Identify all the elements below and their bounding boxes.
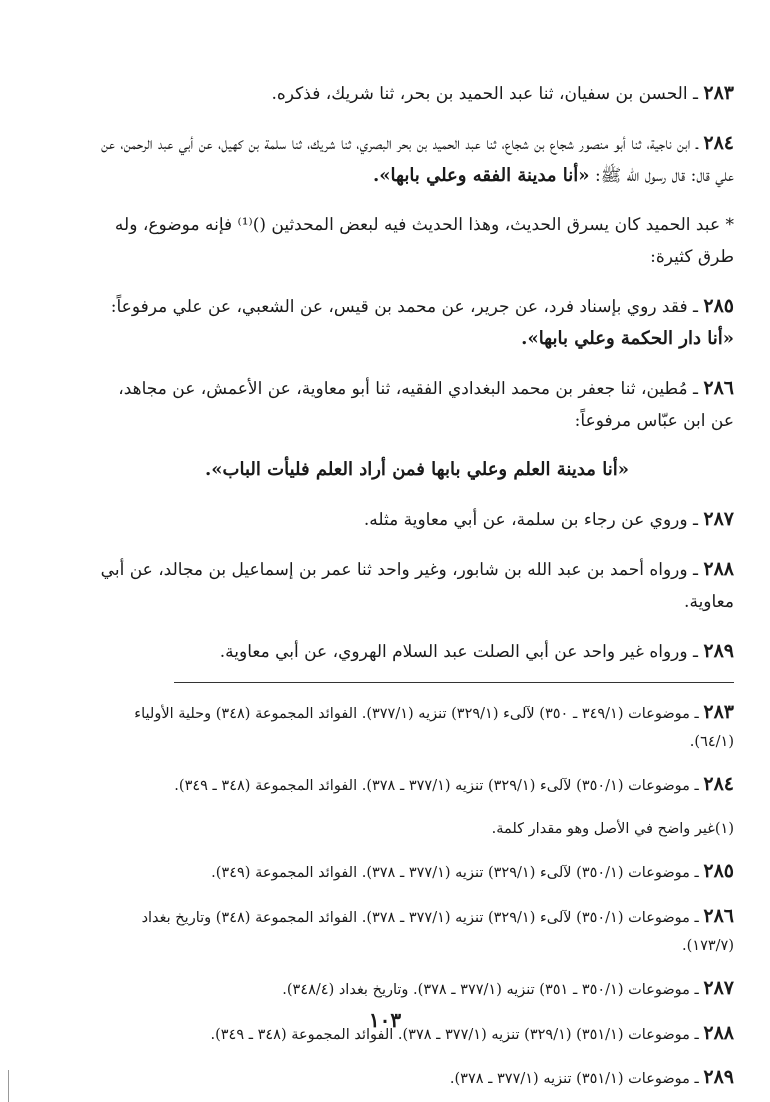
entry-283 — [100, 77, 734, 110]
footnote-text: ـ موضوعات (٣٥٠/١) لآلىء (٣٢٩/١) تنزيه (٣٧٧/١ ـ ٣٧٨). الفوائد المجموعة (٣٤٩). — [211, 865, 704, 881]
entry-text: * عبد الحميد كان يسرق الحديث، وهذا الحديث فيه لبعض المحدثين ()⁽¹⁾ فإنه موضوع، وله طرق كثيرة: — [114, 215, 734, 267]
footnote-number: ٢٨٥ — [703, 860, 734, 882]
entry-287 — [100, 503, 734, 536]
entry-number: ٢٨٣ — [703, 82, 734, 104]
footnote-283 — [100, 698, 734, 756]
entry-number: ٢٨٧ — [703, 508, 734, 530]
footnote-text: ـ موضوعات (٣٥١/١) (٣٢٩/١) تنزيه (٣٧٧/١ ـ ٣٧٨). الفوائد المجموعة (٣٤٨ ـ ٣٤٩). — [210, 1026, 704, 1043]
footnote-number: ٢٨٧ — [703, 977, 734, 999]
entry-number: ٢٨٦ — [703, 377, 734, 399]
entry-288 — [100, 553, 734, 618]
entry-text: ـ ورواه أحمد بن عبد الله بن شابور، وغير واحد ثنا عمر بن إسماعيل بن مجالد، عن أبي معاوية. — [100, 560, 734, 612]
margin-line — [8, 1070, 9, 1102]
page-number: ١٠٣ — [368, 1008, 402, 1032]
footnote-text: (١)غير واضح في الأصل وهو مقدار كلمة. — [491, 820, 734, 837]
hadith-text: «أنا مدينة العلم وعلي بابها فمن أراد العلم فليأت الباب». — [205, 459, 629, 480]
footnote-text: ـ موضوعات (٣٥٠/١ ـ ٣٥١) تنزيه (٣٧٧/١ ـ ٣٧٨). وتاريخ بغداد (٣٤٨/٤). — [282, 982, 704, 998]
entry-number: ٢٨٩ — [703, 640, 734, 662]
entry-text: ـ وروي عن رجاء بن سلمة، عن أبي معاوية مثله. — [363, 510, 704, 530]
footnote-284 — [100, 770, 734, 800]
footnote-286 — [100, 902, 734, 960]
entry-number: ٢٨٤ — [703, 132, 734, 154]
page-body — [100, 60, 734, 1102]
footnote-285 — [100, 857, 734, 887]
entry-285 — [100, 290, 734, 355]
footnote-separator — [174, 682, 734, 683]
entry-284 — [100, 127, 734, 192]
entry-number: ٢٨٨ — [703, 558, 734, 580]
entry-number: ٢٨٥ — [703, 295, 734, 317]
footnote-number: ٢٨٨ — [703, 1021, 734, 1044]
footnote-289 — [100, 1063, 734, 1093]
footnote-text: ـ موضوعات (٣٥٠/١) لآلىء (٣٢٩/١) تنزيه (٣٧٧/١ ـ ٣٧٨). الفوائد المجموعة (٣٤٨) وتاريخ بغداد (١٧٣/٧). — [141, 909, 734, 954]
footnote-number: ٢٨٣ — [703, 700, 734, 723]
footnote-number: ٢٨٩ — [703, 1066, 734, 1088]
entry-286 — [100, 372, 734, 437]
footnote-text: ـ موضوعات (٣٤٩/١ ـ ٣٥٠) لآلىء (٣٢٩/١) تنزيه (٣٧٧/١). الفوائد المجموعة (٣٤٨) وحلية الأولياء (٦٤/١). — [134, 705, 734, 750]
entry-text: ـ الحسن بن سفيان، ثنا عبد الحميد بن بحر، ثنا شريك، فذكره. — [271, 84, 704, 104]
footnote-text: ـ موضوعات (٣٥٠/١) لآلىء (٣٢٩/١) تنزيه (٣٧٧/١ ـ ٣٧٨). الفوائد المجموعة (٣٤٨ ـ ٣٤٩). — [174, 778, 704, 794]
footnote-number: ٢٨٦ — [703, 904, 734, 927]
entry-text: ـ ورواه غير واحد عن أبي الصلت عبد السلام الهروي، عن أبي معاوية. — [219, 642, 704, 662]
entry-289 — [100, 635, 734, 668]
footnote-text: ـ موضوعات (٣٥١/١) تنزيه (٣٧٧/١ ـ ٣٧٨). — [449, 1071, 704, 1087]
entry-text: ـ ابن ناجية، ثنا أبو منصور شجاع بن شجاع، ثنا عبد الحميد بن بحر البصري، ثنا شريك، ثنا سلمة بن كهيل، عن أبي عبد الرحمن، عن علي قال: قال رسول الله ﷺ: — [101, 134, 734, 186]
hadith-quote — [100, 454, 734, 486]
hadith-text: «أنا دار الحكمة وعلي بابها». — [521, 328, 734, 349]
commentary-note — [100, 209, 734, 273]
entry-text: ـ فقد روي بإسناد فرد، عن جرير، عن محمد بن قيس، عن الشعبي، عن علي مرفوعاً: — [110, 297, 704, 317]
hadith-text: «أنا مدينة الفقه وعلي بابها». — [373, 165, 590, 186]
footnote-287 — [100, 974, 734, 1004]
footnote-number: ٢٨٤ — [703, 773, 734, 795]
footnote-1 — [100, 815, 734, 843]
entry-text: ـ مُطين، ثنا جعفر بن محمد البغدادي الفقيه، ثنا أبو معاوية، عن الأعمش، عن مجاهد، عن ابن عبّاس مرفوعاً: — [118, 379, 734, 431]
